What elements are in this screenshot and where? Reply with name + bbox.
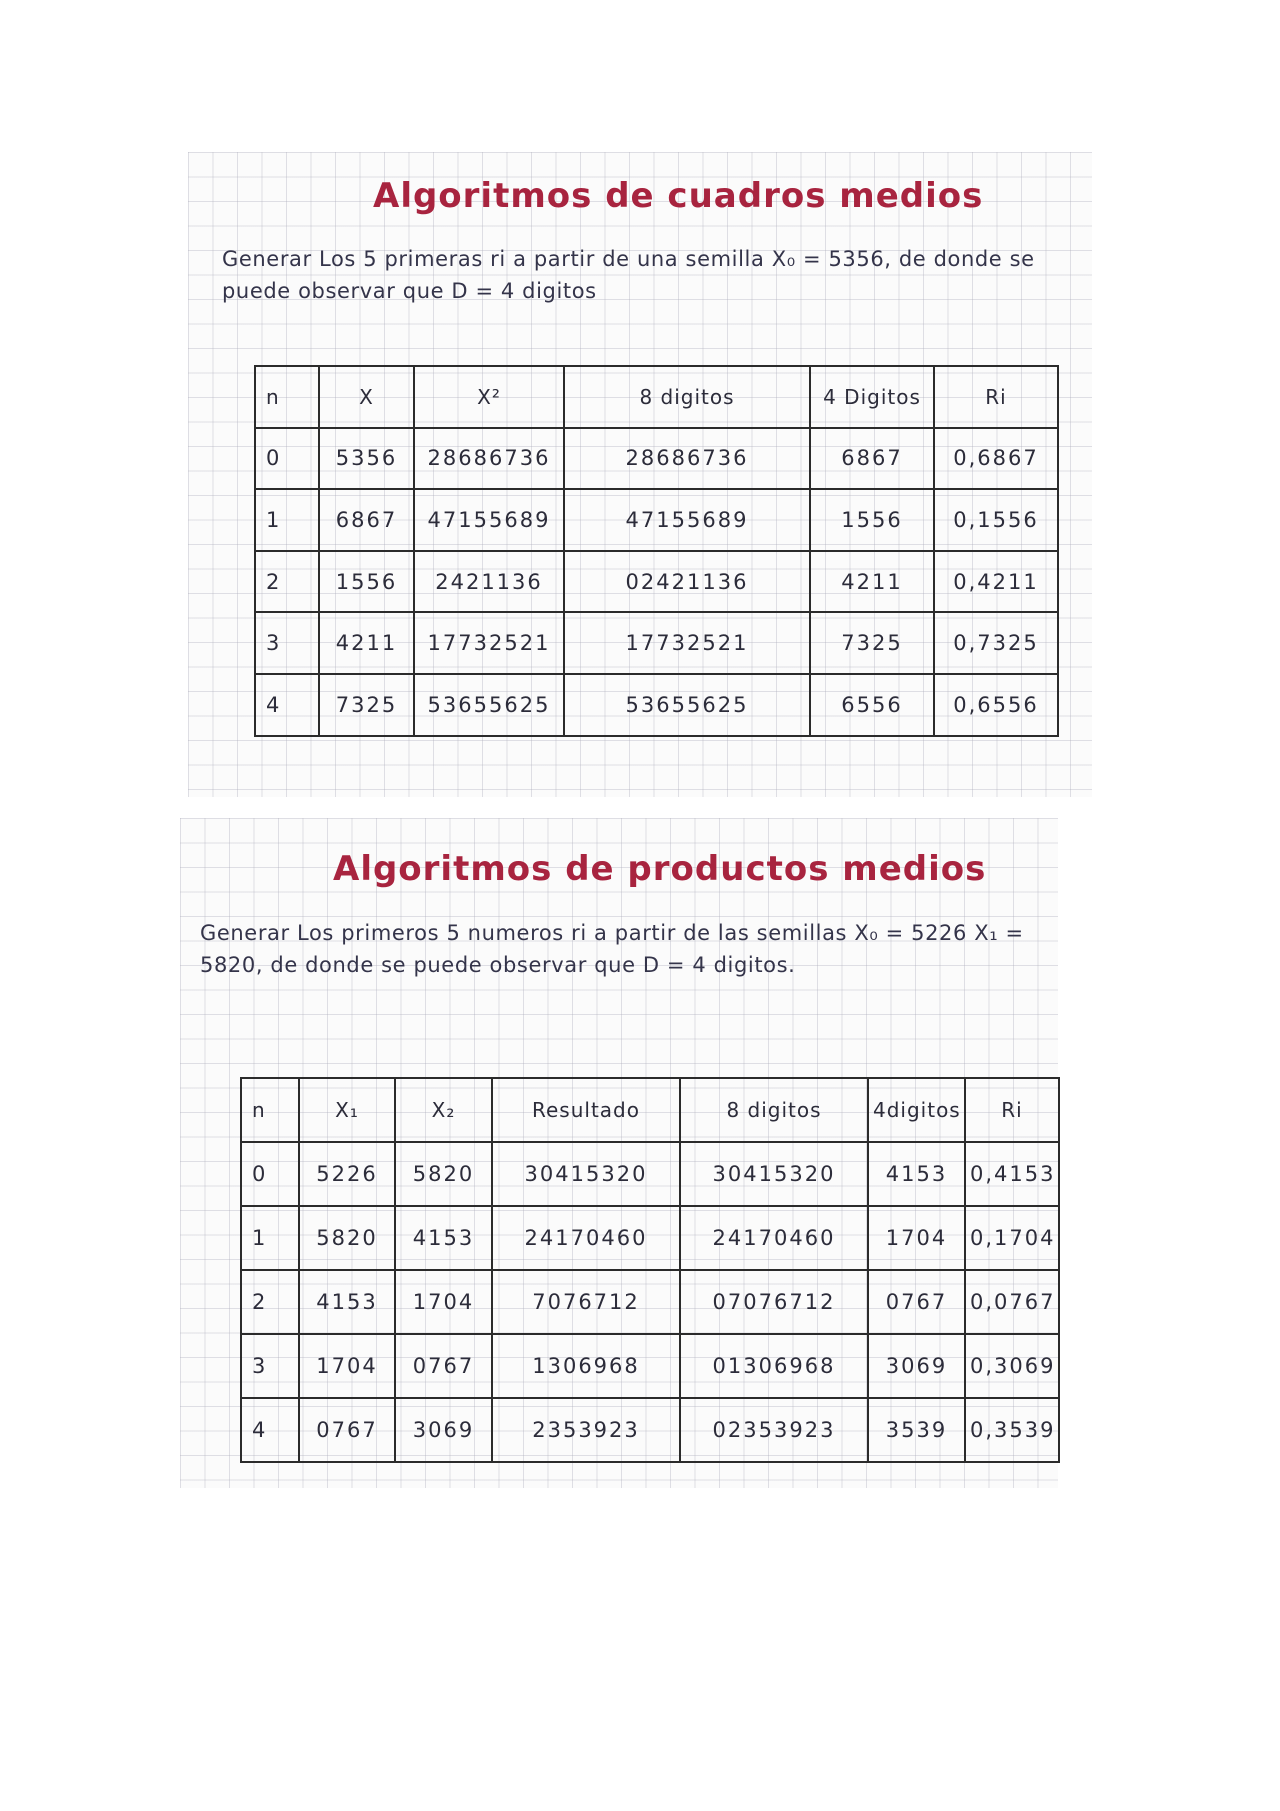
cell-x-squared: 53655625 — [414, 674, 564, 736]
table-row — [241, 1270, 1059, 1334]
section-1-intro: Generar Los 5 primeras ri a partir de una semilla X₀ = 5356, de donde se puede observar que D = 4 digitos — [222, 247, 1035, 303]
cell-x2: 5820 — [395, 1142, 492, 1206]
table-header-row — [241, 1078, 1059, 1142]
table-row — [241, 1206, 1059, 1270]
header-4-digits: 4digitos — [868, 1078, 965, 1142]
table-row — [241, 1142, 1059, 1206]
cell-8-digits: 02353923 — [680, 1398, 868, 1462]
cell-n: 3 — [255, 612, 319, 674]
table-header-row — [255, 366, 1058, 428]
header-4-digits: 4 Digitos — [810, 366, 934, 428]
cell-x: 4211 — [319, 612, 414, 674]
middle-square-table — [254, 365, 1059, 737]
header-x-squared: X² — [414, 366, 564, 428]
cell-ri: 0,3069 — [965, 1334, 1059, 1398]
cell-x: 6867 — [319, 489, 414, 551]
cell-result: 30415320 — [492, 1142, 680, 1206]
cell-x: 5356 — [319, 428, 414, 490]
cell-n: 0 — [241, 1142, 299, 1206]
cell-8-digits: 47155689 — [564, 489, 810, 551]
cell-4-digits: 4211 — [810, 551, 934, 613]
header-8-digits: 8 digitos — [564, 366, 810, 428]
table-row — [255, 551, 1058, 613]
cell-4-digits: 3539 — [868, 1398, 965, 1462]
cell-4-digits: 1704 — [868, 1206, 965, 1270]
table-row — [255, 674, 1058, 736]
cell-8-digits: 02421136 — [564, 551, 810, 613]
cell-n: 1 — [241, 1206, 299, 1270]
cell-ri: 0,4211 — [934, 551, 1058, 613]
header-x: X — [319, 366, 414, 428]
cell-n: 4 — [241, 1398, 299, 1462]
cell-x: 7325 — [319, 674, 414, 736]
cell-8-digits: 17732521 — [564, 612, 810, 674]
cell-4-digits: 6867 — [810, 428, 934, 490]
cell-n: 1 — [255, 489, 319, 551]
cell-4-digits: 4153 — [868, 1142, 965, 1206]
cell-4-digits: 7325 — [810, 612, 934, 674]
section-2-intro: Generar Los primeros 5 numeros ri a partir de las semillas X₀ = 5226 X₁ = 5820, de donde se puede observar que D = 4 digitos. — [200, 921, 1024, 977]
cell-x1: 1704 — [299, 1334, 395, 1398]
header-ri: Ri — [934, 366, 1058, 428]
header-x2: X₂ — [395, 1078, 492, 1142]
cell-x-squared: 2421136 — [414, 551, 564, 613]
cell-ri: 0,3539 — [965, 1398, 1059, 1462]
cell-8-digits: 24170460 — [680, 1206, 868, 1270]
cell-x: 1556 — [319, 551, 414, 613]
table-row — [241, 1334, 1059, 1398]
table-row — [241, 1398, 1059, 1462]
cell-x2: 3069 — [395, 1398, 492, 1462]
cell-x-squared: 17732521 — [414, 612, 564, 674]
cell-ri: 0,1556 — [934, 489, 1058, 551]
header-8-digits: 8 digitos — [680, 1078, 868, 1142]
header-x1: X₁ — [299, 1078, 395, 1142]
cell-ri: 0,0767 — [965, 1270, 1059, 1334]
cell-n: 2 — [241, 1270, 299, 1334]
cell-n: 4 — [255, 674, 319, 736]
cell-result: 2353923 — [492, 1398, 680, 1462]
cell-n: 3 — [241, 1334, 299, 1398]
cell-8-digits: 07076712 — [680, 1270, 868, 1334]
header-result: Resultado — [492, 1078, 680, 1142]
table-row — [255, 489, 1058, 551]
cell-n: 2 — [255, 551, 319, 613]
cell-ri: 0,6556 — [934, 674, 1058, 736]
cell-4-digits: 6556 — [810, 674, 934, 736]
header-n: n — [255, 366, 319, 428]
cell-8-digits: 28686736 — [564, 428, 810, 490]
table-row — [255, 612, 1058, 674]
middle-product-table — [240, 1077, 1060, 1463]
header-n: n — [241, 1078, 299, 1142]
cell-result: 7076712 — [492, 1270, 680, 1334]
cell-4-digits: 0767 — [868, 1270, 965, 1334]
section-1-title: Algoritmos de cuadros medios — [373, 176, 984, 216]
cell-ri: 0,1704 — [965, 1206, 1059, 1270]
cell-x-squared: 47155689 — [414, 489, 564, 551]
cell-x2: 1704 — [395, 1270, 492, 1334]
cell-4-digits: 3069 — [868, 1334, 965, 1398]
cell-x1: 0767 — [299, 1398, 395, 1462]
cell-8-digits: 53655625 — [564, 674, 810, 736]
cell-n: 0 — [255, 428, 319, 490]
cell-x-squared: 28686736 — [414, 428, 564, 490]
cell-x2: 0767 — [395, 1334, 492, 1398]
cell-8-digits: 30415320 — [680, 1142, 868, 1206]
cell-result: 1306968 — [492, 1334, 680, 1398]
cell-result: 24170460 — [492, 1206, 680, 1270]
section-2-title: Algoritmos de productos medios — [333, 849, 987, 889]
cell-x1: 5820 — [299, 1206, 395, 1270]
cell-x2: 4153 — [395, 1206, 492, 1270]
cell-ri: 0,7325 — [934, 612, 1058, 674]
cell-ri: 0,4153 — [965, 1142, 1059, 1206]
cell-4-digits: 1556 — [810, 489, 934, 551]
cell-ri: 0,6867 — [934, 428, 1058, 490]
header-ri: Ri — [965, 1078, 1059, 1142]
table-row — [255, 428, 1058, 490]
cell-x1: 4153 — [299, 1270, 395, 1334]
cell-8-digits: 01306968 — [680, 1334, 868, 1398]
cell-x1: 5226 — [299, 1142, 395, 1206]
